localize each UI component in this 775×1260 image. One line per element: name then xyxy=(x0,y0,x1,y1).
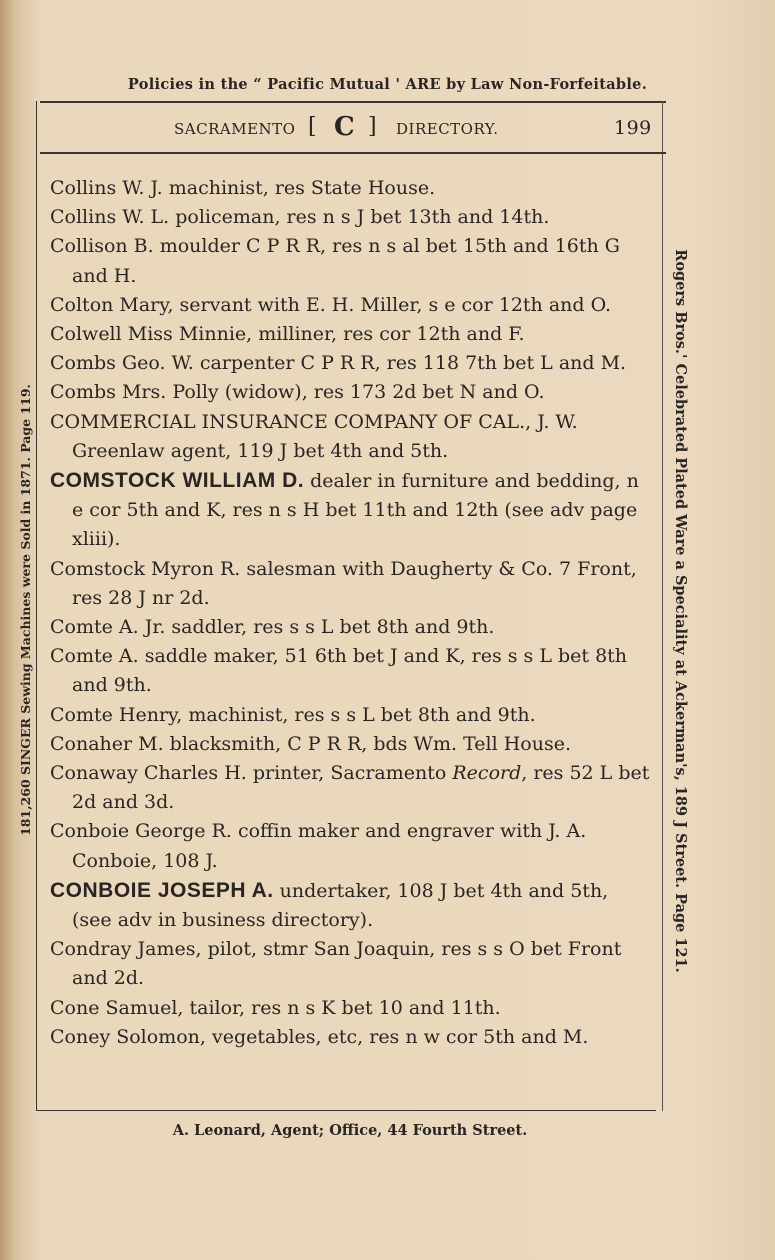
entry-text: Colwell Miss Minnie, milliner, res cor 12th and F. xyxy=(50,323,525,346)
entry-text: Collins W. J. machinist, res State House. xyxy=(50,177,436,199)
top-advert: Policies in the “ Pacific Mutual ' ARE by Law Non-Forfeitable. xyxy=(127,76,648,93)
entry-name-bold: CONBOIE JOSEPH A. xyxy=(50,878,274,902)
directory-entries xyxy=(50,174,650,1052)
frame-top-rule xyxy=(40,101,666,103)
directory-entry xyxy=(50,174,650,203)
entry-text: Comte A. saddle maker, 51 6th bet J and K, res s s L bet 8th and 9th. xyxy=(50,645,628,697)
directory-entry xyxy=(50,613,650,642)
directory-entry xyxy=(50,701,650,730)
entry-text: dealer in furniture and bedding, n e cor 5th and K, res n s H bet 11th and 12th (see adv page xliii). xyxy=(72,470,639,551)
directory-entry xyxy=(50,232,650,290)
frame-bottom-rule xyxy=(36,1110,656,1111)
directory-entry xyxy=(50,994,650,1023)
entry-text: Collins W. L. policeman, res n s J bet 13th and 14th. xyxy=(50,206,550,229)
right-margin-advert: Rogers Bros.' Celebrated Plated Ware a Speciality at Ackerman's, 189 J Street. Page 121. xyxy=(672,249,689,973)
entry-text: Coney Solomon, vegetables, etc, res n w cor 5th and M. xyxy=(50,1025,589,1048)
entry-text: Comte A. Jr. saddler, res s s L bet 8th and 9th. xyxy=(50,616,495,639)
directory-entry xyxy=(50,876,650,935)
left-margin-advert: 181,260 SINGER Sewing Machines were Sold in 1871. Page 119. xyxy=(18,384,33,836)
bottom-advert: A. Leonard, Agent; Office, 44 Fourth Street. xyxy=(172,1122,528,1139)
directory-entry xyxy=(50,1023,650,1052)
directory-entry xyxy=(50,759,650,817)
directory-entry xyxy=(50,291,650,320)
directory-entry xyxy=(50,378,650,407)
running-header xyxy=(40,112,660,146)
header-letter: C xyxy=(334,112,356,142)
directory-entry xyxy=(50,555,650,613)
entry-text: undertaker, 108 J bet 4th and 5th, (see adv in business directory). xyxy=(72,879,609,932)
frame-right-rule xyxy=(662,101,663,1111)
entry-text: COMMERCIAL INSURANCE COMPANY OF CAL., J. W. Greenlaw agent, 119 J bet 4th and 5th. xyxy=(50,410,578,462)
entry-name-bold: COMSTOCK WILLIAM D. xyxy=(50,469,305,493)
entry-text: Comte Henry, machinist, res s s L bet 8th and 9th. xyxy=(50,703,536,726)
entry-text: Colton Mary, servant with E. H. Miller, s e cor 12th and O. xyxy=(50,293,612,316)
page-number: 199 xyxy=(614,117,652,139)
directory-entry xyxy=(50,408,650,466)
entry-text: Combs Mrs. Polly (widow), res 173 2d bet N and O. xyxy=(50,381,545,404)
header-bracket-left: [ xyxy=(308,114,318,139)
directory-entry xyxy=(50,466,650,555)
directory-entry xyxy=(50,320,650,349)
directory-entry xyxy=(50,730,650,759)
entry-text: Combs Geo. W. carpenter C P R R, res 118 7th bet L and M. xyxy=(50,352,627,375)
entry-text: Collison B. moulder C P R R, res n s al bet 15th and 16th G and H. xyxy=(50,235,620,287)
header-city: SACRAMENTO xyxy=(174,120,296,138)
directory-entry xyxy=(50,349,650,378)
header-bracket-right: ] xyxy=(368,114,378,139)
entry-text: Conboie George R. coffin maker and engraver with J. A. Conboie, 108 J. xyxy=(50,820,587,872)
entry-text: Condray James, pilot, stmr San Joaquin, res s s O bet Front and 2d. xyxy=(50,938,622,990)
entry-text: Cone Samuel, tailor, res n s K bet 10 and 11th. xyxy=(50,996,501,1019)
entry-text: Comstock Myron R. salesman with Daugherty & Co. 7 Front, res 28 J nr 2d. xyxy=(50,557,637,609)
directory-entry xyxy=(50,203,650,232)
entry-text: , res 52 L bet 2d and 3d. xyxy=(72,762,650,814)
entry-text: Conaher M. blacksmith, C P R R, bds Wm. Tell House. xyxy=(50,732,571,755)
directory-entry xyxy=(50,935,650,993)
header-title: DIRECTORY. xyxy=(396,120,499,138)
header-rule xyxy=(40,152,666,154)
entry-text: Conaway Charles H. printer, Sacramento xyxy=(50,762,453,785)
directory-entry xyxy=(50,817,650,875)
directory-entry xyxy=(50,642,650,700)
entry-italic-title: Record xyxy=(452,762,522,785)
